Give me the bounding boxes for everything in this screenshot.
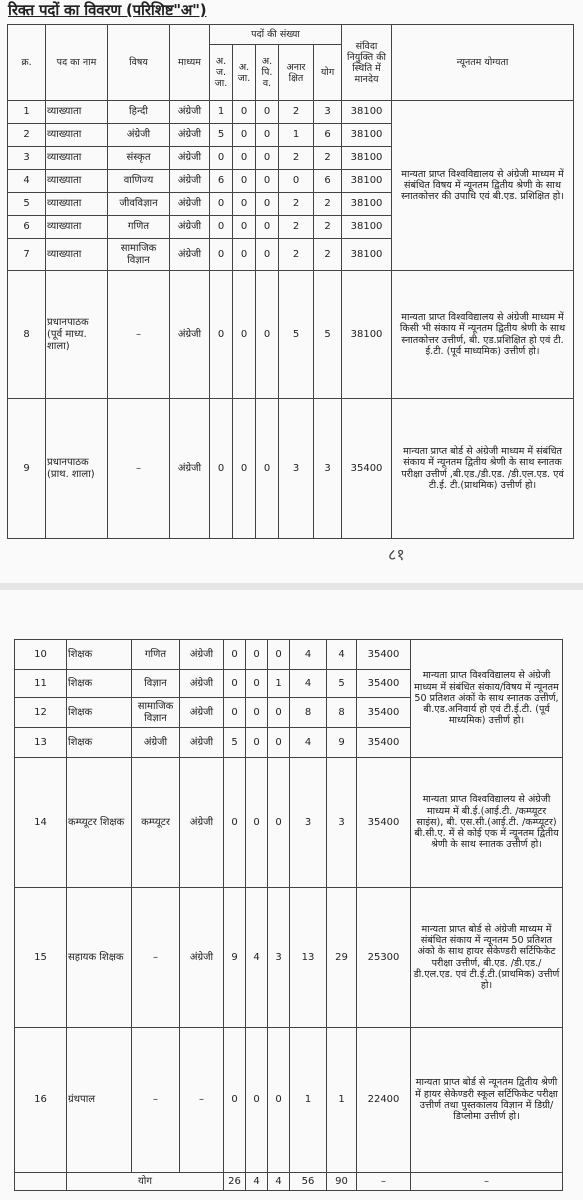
obc-count-cell: 0: [268, 698, 290, 728]
qualification-cell: मान्यता प्राप्त बोर्ड से अंग्रेजी माध्यम में संबंधित संकाय में न्यूनतम 50 प्रतिशत अंको के साथ हायर सेकेण्डरी सर्टिफिकेट परीक्षा उत्तीर्ण, बी.एड. /डी.एड./डी.एल.एड. एवं टी.ई.टी.(प्राथमिक) उत्तीर्ण हो।: [411, 888, 563, 1028]
st-count-cell: 0: [210, 147, 233, 170]
sc-count-cell: 4: [246, 888, 268, 1028]
post-name-cell: ग्रंथपाल: [67, 1028, 132, 1173]
post-name-cell: शिक्षक: [67, 670, 132, 698]
pay-cell: 38100: [342, 101, 392, 124]
post-name-cell: कम्प्यूटर शिक्षक: [67, 758, 132, 888]
sc-count-cell: 0: [233, 147, 256, 170]
pay-cell: 38100: [342, 147, 392, 170]
total-count-cell: 2: [314, 193, 342, 216]
header-qualification: न्यूनतम योग्यता: [392, 25, 574, 101]
st-count-cell: 5: [224, 728, 246, 758]
serial-cell: 9: [8, 399, 46, 539]
obc-count-cell: 0: [256, 170, 279, 193]
vacancy-table-page-one: [7, 24, 574, 539]
unreserved-count-cell: 1: [290, 1028, 327, 1173]
unreserved-count-cell: 5: [279, 271, 314, 399]
obc-count-cell: 0: [268, 728, 290, 758]
post-name-cell: व्याख्याता: [46, 147, 108, 170]
pay-cell: 38100: [342, 170, 392, 193]
totals-row: [15, 1173, 563, 1191]
header-unreserved: अनार क्षित: [279, 45, 314, 101]
sc-count-cell: 0: [233, 239, 256, 271]
serial-cell: 11: [15, 670, 67, 698]
qualification-cell: मान्यता प्राप्त बोर्ड से अंग्रेजी माध्यम में संबंधित संकाय में न्यूनतम द्वितीय श्रेणी के साथ स्नातक परीक्षा उत्तीर्ण ,बी.एड./डी.एड. /डी.एल.एड. एवं टी.ई. टी.(प्राथमिक) उत्तीर्ण हो।: [392, 399, 574, 539]
sc-count-cell: 0: [233, 170, 256, 193]
unreserved-count-cell: 2: [279, 216, 314, 239]
header-pay: संविदा नियुक्ति की स्थिति में मानदेय: [342, 25, 392, 101]
st-count-cell: 0: [224, 698, 246, 728]
post-name-cell: व्याख्याता: [46, 193, 108, 216]
unreserved-count-cell: 13: [290, 888, 327, 1028]
grand-total-cell: 90: [327, 1173, 357, 1191]
total-count-cell: 3: [314, 399, 342, 539]
serial-cell: 8: [8, 271, 46, 399]
subject-cell: सामाजिक विज्ञान: [108, 239, 170, 271]
total-count-cell: 3: [314, 101, 342, 124]
st-count-cell: 1: [210, 101, 233, 124]
sc-count-cell: 0: [233, 271, 256, 399]
unreserved-count-cell: 0: [279, 170, 314, 193]
header-posts-count: पदों की संख्या: [210, 25, 342, 45]
unreserved-count-cell: 2: [279, 147, 314, 170]
sc-count-cell: 0: [246, 728, 268, 758]
st-count-cell: 0: [224, 670, 246, 698]
medium-cell: अंग्रेजी: [170, 101, 210, 124]
obc-count-cell: 0: [256, 101, 279, 124]
serial-cell: 2: [8, 124, 46, 147]
total-qualification-cell: –: [411, 1173, 563, 1191]
obc-count-cell: 0: [256, 193, 279, 216]
subject-cell: अंग्रेजी: [132, 728, 180, 758]
pay-cell: 25300: [357, 888, 411, 1028]
subject-cell: हिन्दी: [108, 101, 170, 124]
unreserved-count-cell: 4: [290, 640, 327, 670]
subject-cell: गणित: [108, 216, 170, 239]
sc-count-cell: 0: [233, 101, 256, 124]
obc-count-cell: 1: [268, 670, 290, 698]
serial-cell: 4: [8, 170, 46, 193]
medium-cell: अंग्रेजी: [180, 728, 224, 758]
serial-cell: 3: [8, 147, 46, 170]
serial-cell: 14: [15, 758, 67, 888]
medium-cell: अंग्रेजी: [180, 758, 224, 888]
post-name-cell: शिक्षक: [67, 698, 132, 728]
qualification-cell: मान्यता प्राप्त विश्वविद्यालय से अंग्रेजी माध्यम में किसी भी संकाय में न्यूनतम द्वितीय श्रेणी के साथ स्नातकोत्तर उत्तीर्ण, बी. एड.प्रशिक्षित हो एवं टी. ई.टी. (पूर्व माध्यमिक) उत्तीर्ण हो।: [392, 271, 574, 399]
page-two: [0, 590, 583, 1200]
table-row: [8, 101, 574, 124]
post-name-cell: व्याख्याता: [46, 170, 108, 193]
pay-cell: 35400: [357, 698, 411, 728]
obc-count-cell: 0: [256, 216, 279, 239]
st-count-cell: 0: [210, 399, 233, 539]
sc-count-cell: 0: [246, 670, 268, 698]
post-name-cell: प्रधानपाठक (पूर्व माध्य. शाला): [46, 271, 108, 399]
st-count-cell: 0: [224, 640, 246, 670]
pay-cell: 35400: [357, 670, 411, 698]
header-total: योग: [314, 45, 342, 101]
total-count-cell: 4: [327, 640, 357, 670]
total-count-cell: 5: [314, 271, 342, 399]
subject-cell: –: [132, 888, 180, 1028]
pay-cell: 35400: [342, 399, 392, 539]
table-row: [15, 758, 563, 888]
medium-cell: अंग्रेजी: [170, 271, 210, 399]
obc-count-cell: 0: [268, 640, 290, 670]
unreserved-count-cell: 4: [290, 728, 327, 758]
obc-count-cell: 0: [256, 271, 279, 399]
st-count-cell: 0: [210, 193, 233, 216]
unreserved-count-cell: 1: [279, 124, 314, 147]
sc-count-cell: 0: [233, 216, 256, 239]
serial-cell: 16: [15, 1028, 67, 1173]
table-row: [15, 888, 563, 1028]
total-count-cell: 6: [314, 124, 342, 147]
total-count-cell: 2: [314, 147, 342, 170]
sc-count-cell: 0: [246, 758, 268, 888]
pay-cell: 35400: [357, 728, 411, 758]
medium-cell: अंग्रेजी: [170, 147, 210, 170]
totals-label: योग: [67, 1173, 224, 1191]
medium-cell: अंग्रेजी: [180, 888, 224, 1028]
st-count-cell: 0: [210, 239, 233, 271]
post-name-cell: शिक्षक: [67, 640, 132, 670]
total-count-cell: 5: [327, 670, 357, 698]
st-count-cell: 5: [210, 124, 233, 147]
pay-cell: 38100: [342, 271, 392, 399]
header-obc: अ. पि. व.: [256, 45, 279, 101]
subject-cell: संस्कृत: [108, 147, 170, 170]
pay-cell: 38100: [342, 124, 392, 147]
subject-cell: वाणिज्य: [108, 170, 170, 193]
sc-count-cell: 0: [246, 698, 268, 728]
medium-cell: अंग्रेजी: [170, 124, 210, 147]
total-count-cell: 6: [314, 170, 342, 193]
totals-blank-cell: [15, 1173, 67, 1191]
unreserved-count-cell: 2: [279, 239, 314, 271]
subject-cell: कम्प्यूटर: [132, 758, 180, 888]
sc-count-cell: 0: [246, 1028, 268, 1173]
subject-cell: –: [108, 399, 170, 539]
total-unreserved-cell: 56: [290, 1173, 327, 1191]
post-name-cell: व्याख्याता: [46, 124, 108, 147]
subject-cell: अंग्रेजी: [108, 124, 170, 147]
header-st: अ. ज. जा.: [210, 45, 233, 101]
st-count-cell: 6: [210, 170, 233, 193]
obc-count-cell: 0: [256, 147, 279, 170]
medium-cell: अंग्रेजी: [180, 640, 224, 670]
total-st-cell: 26: [224, 1173, 246, 1191]
obc-count-cell: 3: [268, 888, 290, 1028]
medium-cell: अंग्रेजी: [170, 399, 210, 539]
total-count-cell: 2: [314, 216, 342, 239]
medium-cell: –: [180, 1028, 224, 1173]
medium-cell: अंग्रेजी: [170, 216, 210, 239]
serial-cell: 12: [15, 698, 67, 728]
pay-cell: 38100: [342, 193, 392, 216]
obc-count-cell: 0: [268, 758, 290, 888]
st-count-cell: 0: [224, 1028, 246, 1173]
table-row: [15, 1028, 563, 1173]
medium-cell: अंग्रेजी: [180, 698, 224, 728]
unreserved-count-cell: 3: [290, 758, 327, 888]
sc-count-cell: 0: [233, 399, 256, 539]
subject-cell: सामाजिक विज्ञान: [132, 698, 180, 728]
qualification-cell: मान्यता प्राप्त बोर्ड से न्यूनतम द्वितीय श्रेणी में हायर सेकेण्डरी स्कूल सर्टिफिकेट परीक्षा उत्तीर्ण तथा पुस्तकालय विज्ञान में डिग्री/डिप्लोमा उत्तीर्ण हो।: [411, 1028, 563, 1173]
post-name-cell: व्याख्याता: [46, 216, 108, 239]
pay-cell: 38100: [342, 239, 392, 271]
qualification-cell: मान्यता प्राप्त विश्वविद्यालय से अंग्रेजी माध्यम में संबंधित संकाय/विषय में न्यूनतम 50 प्रतिशत अंकों के साथ स्नातक उत्तीर्ण, बी.एड.अनिवार्य हो एवं टी.ई.टी. (पूर्व माध्यमिक) उत्तीर्ण हो।: [411, 640, 563, 758]
unreserved-count-cell: 2: [279, 193, 314, 216]
total-obc-cell: 4: [268, 1173, 290, 1191]
total-count-cell: 2: [314, 239, 342, 271]
header-subject: विषय: [108, 25, 170, 101]
st-count-cell: 9: [224, 888, 246, 1028]
medium-cell: अंग्रेजी: [170, 170, 210, 193]
total-sc-cell: 4: [246, 1173, 268, 1191]
serial-cell: 7: [8, 239, 46, 271]
sc-count-cell: 0: [233, 193, 256, 216]
subject-cell: –: [132, 1028, 180, 1173]
total-count-cell: 8: [327, 698, 357, 728]
st-count-cell: 0: [224, 758, 246, 888]
subject-cell: विज्ञान: [132, 670, 180, 698]
unreserved-count-cell: 2: [279, 101, 314, 124]
total-count-cell: 9: [327, 728, 357, 758]
pay-cell: 35400: [357, 640, 411, 670]
obc-count-cell: 0: [256, 399, 279, 539]
pay-cell: 38100: [342, 216, 392, 239]
post-name-cell: सहायक शिक्षक: [67, 888, 132, 1028]
handwritten-signature: ८१: [388, 545, 405, 564]
subject-cell: गणित: [132, 640, 180, 670]
post-name-cell: शिक्षक: [67, 728, 132, 758]
pay-cell: 35400: [357, 758, 411, 888]
pay-cell: 22400: [357, 1028, 411, 1173]
serial-cell: 1: [8, 101, 46, 124]
post-name-cell: प्रधानपाठक (प्राथ. शाला): [46, 399, 108, 539]
total-count-cell: 3: [327, 758, 357, 888]
medium-cell: अंग्रेजी: [170, 239, 210, 271]
serial-cell: 13: [15, 728, 67, 758]
table-row: [15, 640, 563, 670]
subject-cell: –: [108, 271, 170, 399]
vacancy-table-page-two: [14, 639, 563, 1191]
unreserved-count-cell: 4: [290, 670, 327, 698]
serial-cell: 10: [15, 640, 67, 670]
serial-cell: 6: [8, 216, 46, 239]
st-count-cell: 0: [210, 216, 233, 239]
total-count-cell: 29: [327, 888, 357, 1028]
obc-count-cell: 0: [268, 1028, 290, 1173]
sc-count-cell: 0: [233, 124, 256, 147]
page-one: [0, 0, 583, 585]
obc-count-cell: 0: [256, 124, 279, 147]
obc-count-cell: 0: [256, 239, 279, 271]
medium-cell: अंग्रेजी: [180, 670, 224, 698]
post-name-cell: व्याख्याता: [46, 101, 108, 124]
st-count-cell: 0: [210, 271, 233, 399]
qualification-cell: मान्यता प्राप्त विश्वविद्यालय से अंग्रेजी माध्यम में संबंधित विषय में न्यूनतम द्वितीय श्रेणी के साथ स्नातकोत्तर की उपाधि एवं बी.एड. प्रशिक्षित हो।: [392, 101, 574, 271]
serial-cell: 15: [15, 888, 67, 1028]
medium-cell: अंग्रेजी: [170, 193, 210, 216]
unreserved-count-cell: 8: [290, 698, 327, 728]
header-medium: माध्यम: [170, 25, 210, 101]
unreserved-count-cell: 3: [279, 399, 314, 539]
table-row: [8, 271, 574, 399]
qualification-cell: मान्यता प्राप्त विश्वविद्यालय से अंग्रेजी माध्यम में बी.ई.(आई.टी. /कम्प्यूटर साइंस), बी. एस.सी.(आई.टी. /कम्प्यूटर) बी.सी.ए. में से कोई एक में न्यूनतम द्वितीय श्रेणी के साथ स्नातक उत्तीर्ण हो।: [411, 758, 563, 888]
header-serial: क्र.: [8, 25, 46, 101]
total-pay-cell: –: [357, 1173, 411, 1191]
subject-cell: जीवविज्ञान: [108, 193, 170, 216]
sc-count-cell: 0: [246, 640, 268, 670]
post-name-cell: व्याख्याता: [46, 239, 108, 271]
header-sc: अ. जा.: [233, 45, 256, 101]
header-post: पद का नाम: [46, 25, 108, 101]
serial-cell: 5: [8, 193, 46, 216]
total-count-cell: 1: [327, 1028, 357, 1173]
table-row: [8, 399, 574, 539]
page-title: रिक्त पदों का विवरण (परिशिष्ट"अ"): [8, 1, 207, 19]
